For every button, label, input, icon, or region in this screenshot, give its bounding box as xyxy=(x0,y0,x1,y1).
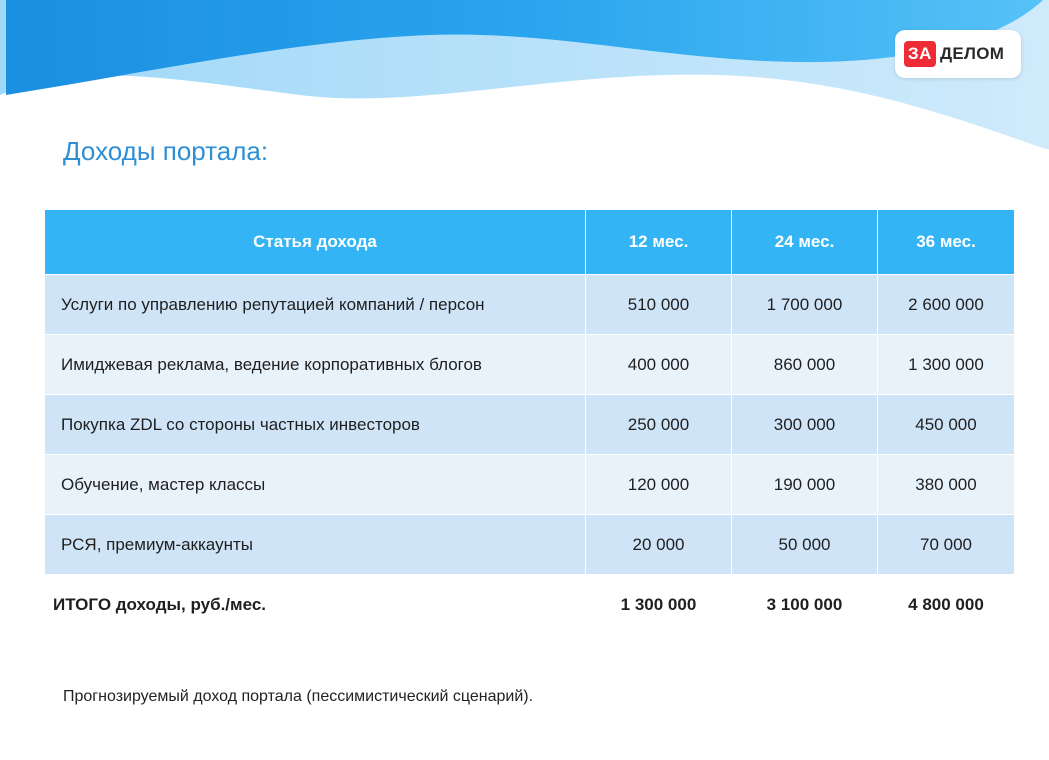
row-value-24m: 300 000 xyxy=(732,395,878,455)
row-value-12m: 510 000 xyxy=(586,275,732,335)
table-row xyxy=(45,335,1015,395)
row-value-24m: 50 000 xyxy=(732,515,878,575)
row-value-12m: 400 000 xyxy=(586,335,732,395)
footnote: Прогнозируемый доход портала (пессимистический сценарий). xyxy=(63,688,534,705)
row-value-24m: 190 000 xyxy=(732,455,878,515)
total-value-12m: 1 300 000 xyxy=(586,575,732,635)
table-total-row xyxy=(45,575,1015,635)
row-label: Имиджевая реклама, ведение корпоративных блогов xyxy=(45,335,586,395)
header-cell-24m: 24 мес. xyxy=(732,210,878,275)
row-label: Обучение, мастер классы xyxy=(45,455,586,515)
row-value-36m: 70 000 xyxy=(878,515,1015,575)
header-cell-item: Статья дохода xyxy=(45,210,586,275)
row-value-36m: 450 000 xyxy=(878,395,1015,455)
table-header-row xyxy=(45,210,1015,275)
header-cell-12m: 12 мес. xyxy=(586,210,732,275)
row-value-36m: 380 000 xyxy=(878,455,1015,515)
table-row xyxy=(45,395,1015,455)
table-row xyxy=(45,515,1015,575)
row-value-12m: 250 000 xyxy=(586,395,732,455)
row-value-12m: 120 000 xyxy=(586,455,732,515)
total-value-36m: 4 800 000 xyxy=(878,575,1015,635)
row-value-24m: 860 000 xyxy=(732,335,878,395)
row-label: РСЯ, премиум-аккаунты xyxy=(45,515,586,575)
total-label: ИТОГО доходы, руб./мес. xyxy=(45,575,586,635)
total-value-24m: 3 100 000 xyxy=(732,575,878,635)
table-row xyxy=(45,275,1015,335)
table-row xyxy=(45,455,1015,515)
logo-text: ДЕЛОМ xyxy=(939,44,1005,63)
page-title: Доходы портала: xyxy=(63,136,269,166)
row-value-36m: 1 300 000 xyxy=(878,335,1015,395)
brand-logo xyxy=(895,30,1021,78)
row-value-24m: 1 700 000 xyxy=(732,275,878,335)
row-value-36m: 2 600 000 xyxy=(878,275,1015,335)
logo-mark: ЗА xyxy=(904,41,936,67)
income-table xyxy=(44,209,1015,635)
header-cell-36m: 36 мес. xyxy=(878,210,1015,275)
row-label: Покупка ZDL со стороны частных инвесторов xyxy=(45,395,586,455)
row-value-12m: 20 000 xyxy=(586,515,732,575)
row-label: Услуги по управлению репутацией компаний / персон xyxy=(45,275,586,335)
